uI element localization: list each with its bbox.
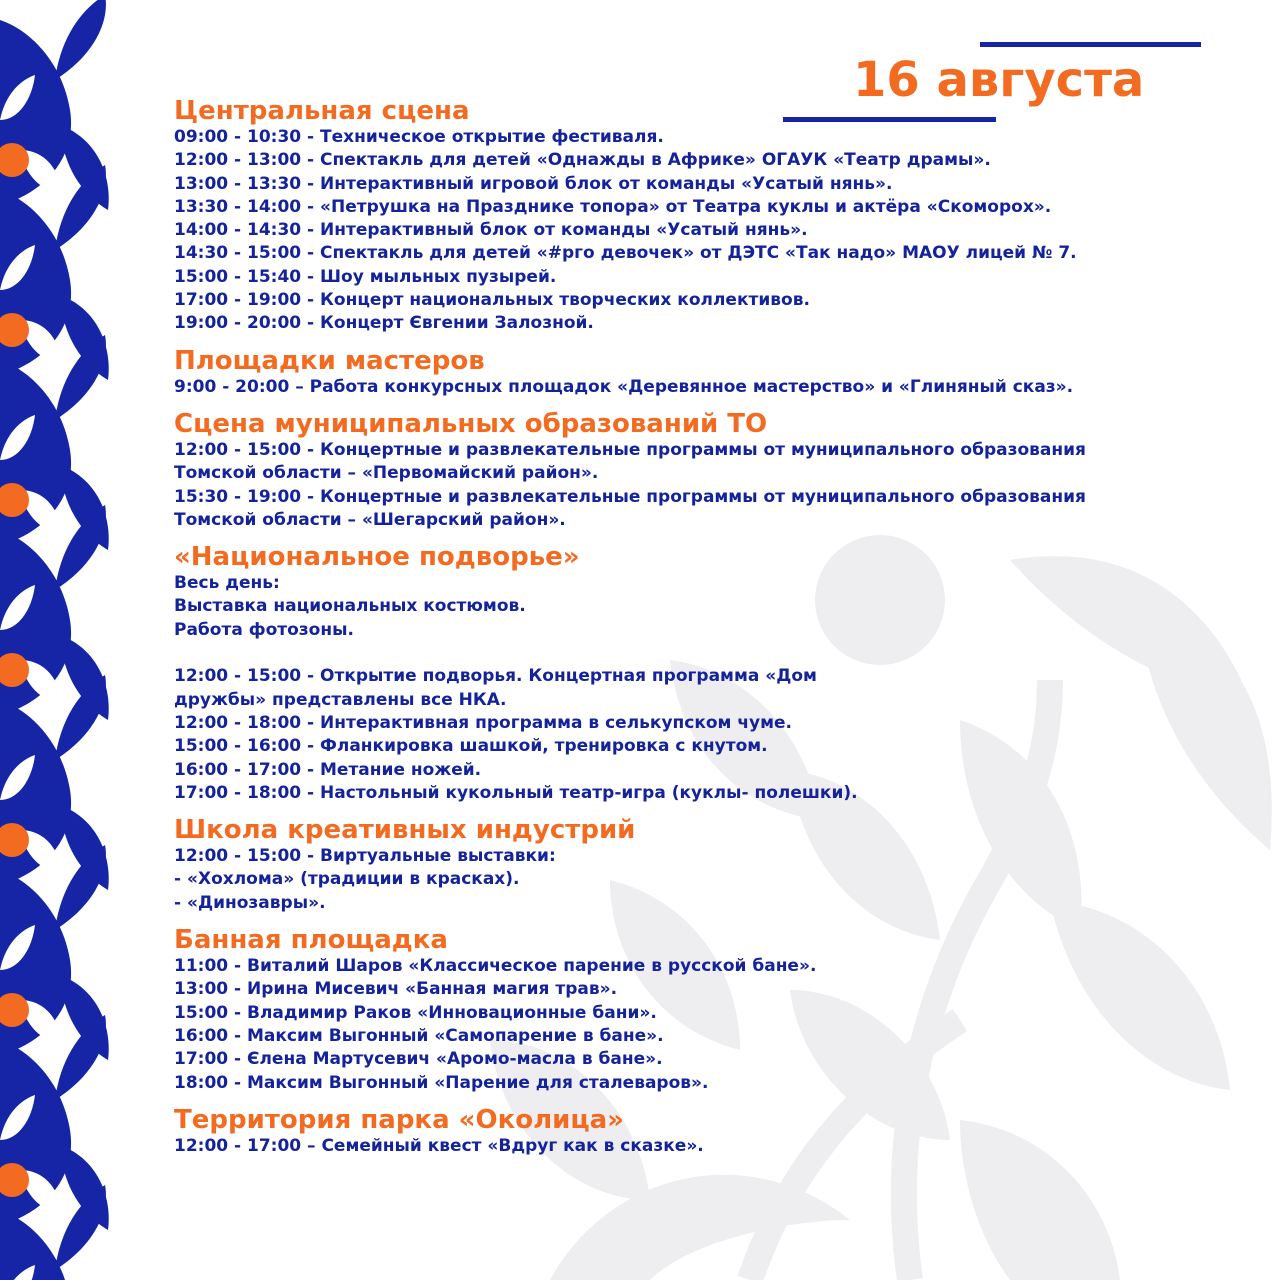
section-title: Банная площадка: [174, 925, 448, 956]
schedule-item: 15:30 - 19:00 - Концертные и развлекательные программы от муниципального образования: [174, 486, 1086, 507]
section-title: Центральная сцена: [174, 96, 470, 126]
schedule-item: 15:00 - 16:00 - Фланкировка шашкой, тренировка с кнутом.: [174, 736, 768, 757]
section-okolitsa-park: [174, 1105, 1254, 1158]
section-title: Сцена муниципальных образований ТО: [174, 408, 768, 439]
section-central-stage: [174, 96, 1254, 336]
schedule-item: - «Хохлома» (традиции в красках).: [174, 869, 520, 890]
folk-vine-ornament-icon: [0, 0, 110, 1280]
section-masters-areas: [174, 346, 1254, 399]
schedule-item: 12:00 - 17:00 – Семейный квест «Вдруг как в сказке».: [174, 1135, 704, 1156]
schedule-item: - «Динозавры».: [174, 892, 326, 913]
schedule-item: 18:00 - Максим Выгонный «Парение для сталеваров».: [174, 1072, 709, 1093]
section-title: «Национальное подворье»: [174, 542, 580, 573]
schedule-item: 12:00 - 15:00 - Открытие подворья. Концертная программа «Дом: [174, 666, 817, 687]
title-line-top: [980, 42, 1201, 47]
schedule-item: 17:00 - 19:00 - Концерт национальных творческих коллективов.: [174, 290, 810, 311]
schedule-item: 13:00 - 13:30 - Интерактивный игровой блок от команды «Усатый нянь».: [174, 173, 893, 194]
schedule-item: Работа фотозоны.: [174, 619, 354, 640]
schedule-item: 19:00 - 20:00 - Концерт Євгении Залозной.: [174, 313, 594, 334]
section-national-courtyard: [174, 542, 1254, 805]
section-bath-area: [174, 925, 1254, 1095]
schedule: [174, 96, 1254, 1168]
schedule-item: 13:00 - Ирина Мисевич «Банная магия трав».: [174, 979, 618, 1000]
schedule-item: Томской области – «Шегарский район».: [174, 509, 566, 530]
schedule-item: 12:00 - 15:00 - Концертные и развлекательные программы от муниципального образования: [174, 439, 1086, 460]
schedule-item: 15:00 - 15:40 - Шоу мыльных пузырей.: [174, 266, 557, 287]
schedule-item: 12:00 - 15:00 - Виртуальные выставки:: [174, 846, 556, 867]
schedule-item: 15:00 - Владимир Раков «Инновационные бани».: [174, 1002, 657, 1023]
schedule-item: 12:00 - 13:00 - Спектакль для детей «Однажды в Африке» ОГАУК «Театр драмы».: [174, 150, 991, 171]
schedule-item: 16:00 - Максим Выгонный «Самопарение в бане».: [174, 1025, 664, 1046]
date-title: 16 августа: [853, 52, 1145, 108]
schedule-spacer: [174, 642, 1254, 665]
section-creative-school: [174, 815, 1254, 915]
section-title: Территория парка «Околица»: [174, 1104, 624, 1135]
section-title: Школа креативных индустрий: [174, 815, 636, 846]
schedule-item: Томской области – «Первомайский район».: [174, 463, 599, 484]
schedule-item: 12:00 - 18:00 - Интерактивная программа в селькупском чуме.: [174, 712, 793, 733]
schedule-item: 17:00 - 18:00 - Настольный кукольный театр-игра (куклы- полешки).: [174, 782, 858, 803]
schedule-item: Весь день:: [174, 573, 280, 594]
section-title: Площадки мастеров: [174, 345, 485, 376]
section-municipal-stage: [174, 409, 1254, 532]
schedule-item: 14:00 - 14:30 - Интерактивный блок от команды «Усатый нянь».: [174, 220, 808, 241]
schedule-item: 14:30 - 15:00 - Спектакль для детей «#рго девочек» от ДЭТС «Так надо» МАОУ лицей № 7.: [174, 243, 1077, 264]
schedule-item: 11:00 - Виталий Шаров «Классическое парение в русской бане».: [174, 956, 817, 977]
schedule-item: дружбы» представлены все НКА.: [174, 689, 507, 710]
schedule-item: 17:00 - Єлена Мартусевич «Аромо-масла в бане».: [174, 1049, 663, 1070]
schedule-item: 9:00 - 20:00 – Работа конкурсных площадок «Деревянное мастерство» и «Глиняный сказ».: [174, 376, 1074, 397]
schedule-item: 09:00 - 10:30 - Техническое открытие фестиваля.: [174, 127, 664, 147]
schedule-item: 13:30 - 14:00 - «Петрушка на Празднике топора» от Театра куклы и актёра «Скоморох».: [174, 196, 1052, 217]
schedule-item: 16:00 - 17:00 - Метание ножей.: [174, 759, 482, 780]
schedule-item: Выставка национальных костюмов.: [174, 596, 526, 617]
